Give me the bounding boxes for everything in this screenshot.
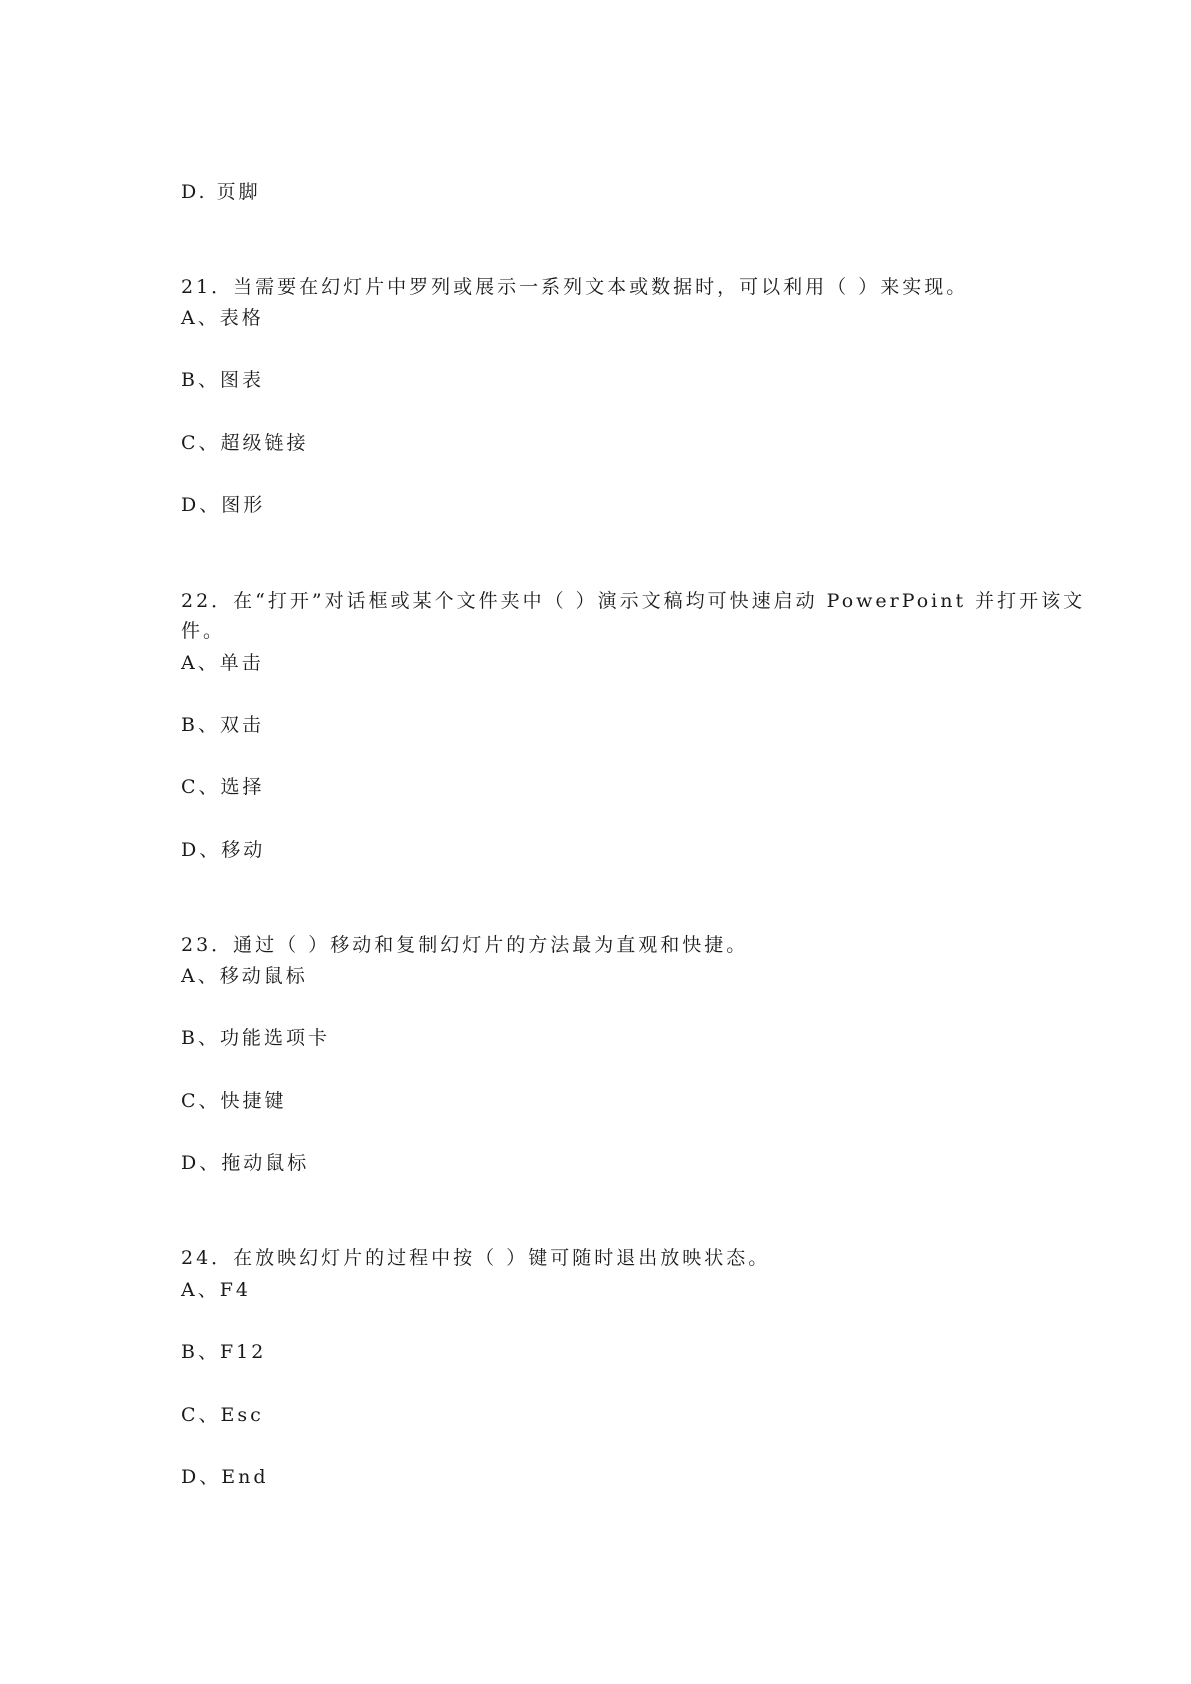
question-21-stem: 21．当需要在幻灯片中罗列或展示一系列文本或数据时，可以利用（ ）来实现。 <box>181 276 969 298</box>
question-22-option-a: A、单击 <box>181 652 264 674</box>
question-23-option-c: C、快捷键 <box>181 1090 287 1112</box>
question-24-stem: 24．在放映幻灯片的过程中按（ ）键可随时退出放映状态。 <box>181 1247 771 1269</box>
question-24-option-a: A、F4 <box>181 1279 251 1301</box>
question-22-option-b: B、双击 <box>181 714 264 736</box>
question-24-option-b: B、F12 <box>181 1341 267 1363</box>
question-22-stem-line1: 22．在“打开”对话框或某个文件夹中（ ）演示文稿均可快速启动 PowerPoint 并打开该文 <box>181 590 1086 612</box>
question-21-option-d: D、图形 <box>181 494 266 516</box>
question-24-option-d: D、End <box>181 1466 269 1488</box>
question-21-option-b: B、图表 <box>181 369 264 391</box>
question-23-stem: 23．通过（ ）移动和复制幻灯片的方法最为直观和快捷。 <box>181 934 749 956</box>
option-d-prev: D. 页脚 <box>181 181 261 203</box>
question-24-option-c: C、Esc <box>181 1404 264 1426</box>
question-22-option-d: D、移动 <box>181 839 266 861</box>
question-22-option-c: C、选择 <box>181 776 265 798</box>
question-21-option-a: A、表格 <box>181 307 264 329</box>
question-23-option-b: B、功能选项卡 <box>181 1027 330 1049</box>
question-23-option-d: D、拖动鼠标 <box>181 1152 310 1174</box>
question-21-option-c: C、超级链接 <box>181 432 309 454</box>
question-23-option-a: A、移动鼠标 <box>181 965 308 987</box>
question-22-stem-line2: 件。 <box>181 620 226 642</box>
